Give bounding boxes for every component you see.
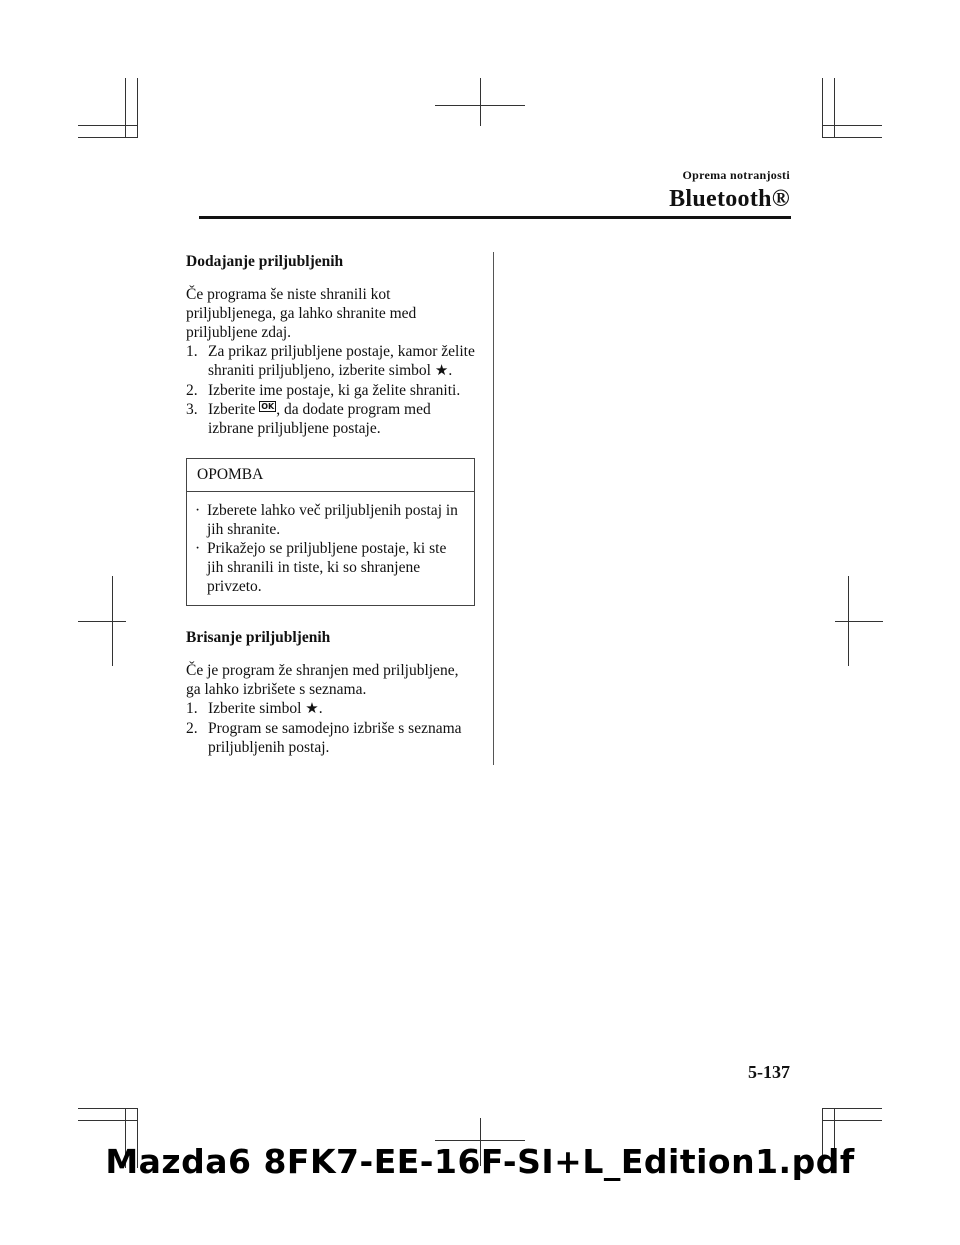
note-body: [187, 492, 474, 605]
adding-step: [186, 400, 476, 438]
note-item-text: Prikažejo se priljubljene postaje, ki ste jih shranili in tiste, ki so shranjene privzeto.: [207, 540, 447, 595]
document-filename: Mazda6 8FK7-EE-16F-SI+L_Edition1.pdf: [105, 1142, 855, 1181]
step-text: [208, 699, 476, 719]
column-divider: [493, 252, 494, 765]
step-text: [208, 400, 476, 438]
deleting-favorites-heading: Brisanje priljubljenih: [186, 629, 331, 646]
step-text-end: .: [448, 362, 453, 379]
deleting-intro: Če je program že shranjen med priljubljene, ga lahko izbrišete s seznama.: [186, 662, 459, 698]
step-text: [208, 342, 476, 381]
step-text-main: Za prikaz priljubljene postaje, kamor želite shraniti priljubljeno, izberite simbol: [208, 343, 475, 379]
star-icon: ★: [434, 363, 449, 379]
step-text-main: , da dodate program med izbrane priljubljene postaje.: [208, 401, 431, 437]
note-box: [186, 458, 475, 606]
deleting-step: [186, 719, 476, 757]
page-number: 5-137: [748, 1062, 790, 1082]
step-text: Program se samodejno izbriše s seznama priljubljenih postaj.: [208, 720, 462, 756]
step-text-start: Izberite: [208, 401, 256, 418]
note-title: OPOMBA: [187, 459, 474, 492]
step-number: 2.: [186, 720, 198, 737]
step-text-end: .: [318, 700, 323, 717]
note-item: [195, 539, 466, 596]
ok-button-icon: OK: [261, 402, 275, 411]
adding-step: [186, 381, 476, 400]
step-text-main: Izberite simbol: [208, 700, 302, 717]
bullet-icon: ·: [195, 502, 201, 519]
step-number: 1.: [186, 700, 198, 717]
step-number: 1.: [186, 343, 198, 360]
step-text: Izberite ime postaje, ki ga želite shraniti.: [208, 382, 461, 399]
deleting-step: [186, 699, 476, 719]
step-number: 3.: [186, 401, 198, 418]
chapter-title: Oprema notranjosti: [682, 168, 790, 182]
note-item-text: Izberete lahko več priljubljenih postaj in jih shranite.: [207, 502, 458, 538]
content-column: [186, 252, 476, 757]
header-rule: [199, 216, 791, 219]
adding-intro: Če programa še niste shranili kot priljubljenega, ga lahko shranite med priljubljene zdaj.: [186, 286, 417, 341]
adding-favorites-heading: Dodajanje priljubljenih: [186, 253, 344, 270]
adding-step: [186, 342, 476, 381]
section-title: Bluetooth®: [669, 186, 790, 212]
star-icon: ★: [305, 701, 319, 717]
bullet-icon: ·: [195, 540, 201, 557]
step-number: 2.: [186, 382, 198, 399]
note-item: [195, 501, 466, 539]
